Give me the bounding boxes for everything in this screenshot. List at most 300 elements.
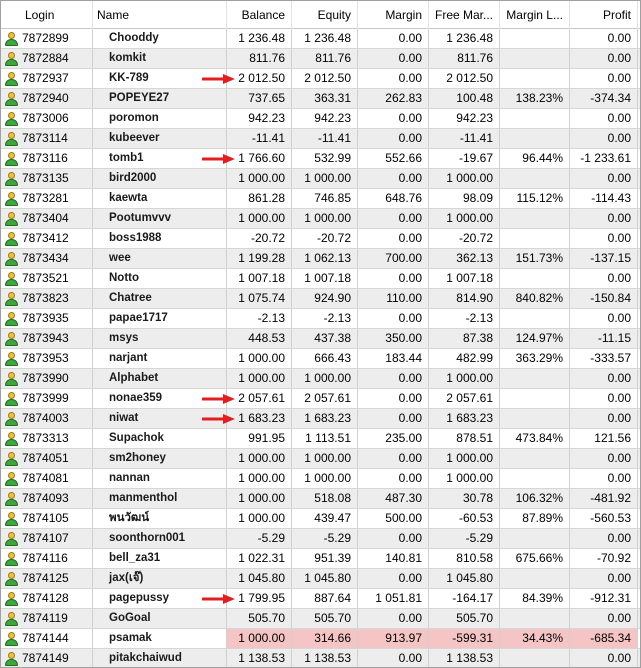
- cell-profit: -560.53: [570, 509, 638, 528]
- cell-name: POPEYE27: [93, 89, 227, 108]
- cell-profit: -70.92: [570, 549, 638, 568]
- cell-login: [1, 389, 93, 408]
- cell-name: nonae359: [93, 389, 227, 408]
- user-icon: [5, 131, 18, 146]
- cell-margin: 0.00: [358, 309, 429, 328]
- cell-login: [1, 289, 93, 308]
- cell-balance: 1 000.00: [227, 489, 292, 508]
- cell-margin-level: 84.39%: [500, 589, 570, 608]
- cell-balance: 737.65: [227, 89, 292, 108]
- cell-margin: 140.81: [358, 549, 429, 568]
- cell-name: jax(เจ๊): [93, 569, 227, 588]
- cell-equity: 1 000.00: [292, 369, 358, 388]
- table-body: [1, 29, 640, 668]
- cell-free-margin: 362.13: [429, 249, 500, 268]
- login-value: 7873135: [22, 171, 69, 185]
- table-row[interactable]: [1, 529, 640, 549]
- table-row[interactable]: [1, 389, 640, 409]
- cell-free-margin: 2 012.50: [429, 69, 500, 88]
- cell-margin-level: [500, 229, 570, 248]
- login-value: 7874107: [22, 531, 69, 545]
- user-icon: [5, 551, 18, 566]
- cell-free-margin: -11.41: [429, 129, 500, 148]
- cell-margin-level: 34.43%: [500, 629, 570, 648]
- cell-margin-level: [500, 469, 570, 488]
- cell-margin-level: 151.73%: [500, 249, 570, 268]
- cell-margin-level: [500, 649, 570, 668]
- cell-balance: 1 000.00: [227, 469, 292, 488]
- cell-name: boss1988: [93, 229, 227, 248]
- cell-free-margin: 1 138.53: [429, 649, 500, 668]
- cell-login: [1, 529, 93, 548]
- cell-margin-level: [500, 269, 570, 288]
- cell-equity: 942.23: [292, 109, 358, 128]
- cell-name: komkit: [93, 49, 227, 68]
- user-icon: [5, 71, 18, 86]
- cell-name: Alphabet: [93, 369, 227, 388]
- user-icon: [5, 391, 18, 406]
- cell-margin-level: [500, 609, 570, 628]
- cell-login: [1, 109, 93, 128]
- cell-free-margin: 942.23: [429, 109, 500, 128]
- cell-margin-level: [500, 389, 570, 408]
- cell-login: [1, 629, 93, 648]
- cell-margin: 0.00: [358, 29, 429, 48]
- cell-login: [1, 449, 93, 468]
- cell-name: kubeever: [93, 129, 227, 148]
- cell-name: bird2000: [93, 169, 227, 188]
- cell-margin: 0.00: [358, 129, 429, 148]
- cell-free-margin: 878.51: [429, 429, 500, 448]
- cell-name: kaewta: [93, 189, 227, 208]
- cell-free-margin: -19.67: [429, 149, 500, 168]
- cell-balance: 1 000.00: [227, 169, 292, 188]
- cell-free-margin: 1 000.00: [429, 469, 500, 488]
- cell-profit: 0.00: [570, 209, 638, 228]
- login-value: 7874119: [22, 611, 68, 625]
- cell-margin: 0.00: [358, 269, 429, 288]
- cell-equity: 1 045.80: [292, 569, 358, 588]
- cell-free-margin: 1 000.00: [429, 369, 500, 388]
- cell-name: Chatree: [93, 289, 227, 308]
- cell-name: Pootumvvv: [93, 209, 227, 228]
- cell-margin-level: [500, 569, 570, 588]
- cell-equity: 1 113.51: [292, 429, 358, 448]
- column-header-name[interactable]: Name: [93, 1, 227, 29]
- cell-balance: -5.29: [227, 529, 292, 548]
- cell-equity: 1 000.00: [292, 169, 358, 188]
- cell-equity: 1 000.00: [292, 469, 358, 488]
- cell-profit: 0.00: [570, 609, 638, 628]
- column-header-margin[interactable]: Margin: [358, 1, 429, 29]
- cell-free-margin: 505.70: [429, 609, 500, 628]
- cell-login: [1, 209, 93, 228]
- user-icon: [5, 531, 18, 546]
- cell-login: [1, 489, 93, 508]
- cell-balance: 991.95: [227, 429, 292, 448]
- cell-name: pagepussy: [93, 589, 227, 608]
- cell-balance: 1 799.95: [227, 589, 292, 608]
- user-icon: [5, 31, 18, 46]
- cell-balance: 1 045.80: [227, 569, 292, 588]
- cell-margin-level: [500, 529, 570, 548]
- cell-free-margin: 1 000.00: [429, 449, 500, 468]
- user-icon: [5, 351, 18, 366]
- cell-name: Notto: [93, 269, 227, 288]
- cell-balance: 1 683.23: [227, 409, 292, 428]
- cell-margin-level: 840.82%: [500, 289, 570, 308]
- cell-margin: 0.00: [358, 229, 429, 248]
- user-icon: [5, 171, 18, 186]
- cell-margin-level: [500, 129, 570, 148]
- cell-margin: 0.00: [358, 109, 429, 128]
- cell-equity: 363.31: [292, 89, 358, 108]
- cell-margin-level: 675.66%: [500, 549, 570, 568]
- column-header-profit[interactable]: Profit: [570, 1, 638, 29]
- cell-name: pitakchaiwud: [93, 649, 227, 668]
- cell-login: [1, 149, 93, 168]
- login-value: 7874105: [22, 511, 69, 525]
- login-value: 7872937: [22, 71, 69, 85]
- login-value: 7873412: [22, 231, 69, 245]
- cell-margin-level: [500, 109, 570, 128]
- login-value: 7873521: [22, 271, 69, 285]
- cell-margin-level: [500, 409, 570, 428]
- cell-balance: 1 000.00: [227, 449, 292, 468]
- cell-margin-level: 363.29%: [500, 349, 570, 368]
- login-value: 7874149: [22, 651, 69, 665]
- cell-login: [1, 369, 93, 388]
- cell-login: [1, 409, 93, 428]
- cell-login: [1, 229, 93, 248]
- cell-balance: 811.76: [227, 49, 292, 68]
- cell-margin: 500.00: [358, 509, 429, 528]
- cell-balance: 1 007.18: [227, 269, 292, 288]
- cell-equity: 532.99: [292, 149, 358, 168]
- cell-balance: 1 199.28: [227, 249, 292, 268]
- table-row[interactable]: [1, 349, 640, 369]
- table-row[interactable]: [1, 569, 640, 589]
- login-value: 7873990: [22, 371, 69, 385]
- cell-free-margin: 1 000.00: [429, 209, 500, 228]
- cell-margin: 183.44: [358, 349, 429, 368]
- cell-profit: -912.31: [570, 589, 638, 608]
- cell-balance: 2 057.61: [227, 389, 292, 408]
- cell-margin: 1 051.81: [358, 589, 429, 608]
- cell-profit: -137.15: [570, 249, 638, 268]
- table-row[interactable]: [1, 209, 640, 229]
- cell-balance: 1 000.00: [227, 629, 292, 648]
- cell-name: msys: [93, 329, 227, 348]
- cell-margin: 235.00: [358, 429, 429, 448]
- cell-free-margin: 2 057.61: [429, 389, 500, 408]
- cell-equity: 1 000.00: [292, 209, 358, 228]
- cell-profit: -150.84: [570, 289, 638, 308]
- cell-margin: 262.83: [358, 89, 429, 108]
- column-header-balance[interactable]: Balance: [227, 1, 292, 29]
- cell-margin: 487.30: [358, 489, 429, 508]
- cell-free-margin: -20.72: [429, 229, 500, 248]
- cell-margin: 0.00: [358, 169, 429, 188]
- cell-login: [1, 469, 93, 488]
- cell-margin-level: 87.89%: [500, 509, 570, 528]
- table-row[interactable]: [1, 149, 640, 169]
- cell-margin: 350.00: [358, 329, 429, 348]
- cell-margin: 0.00: [358, 369, 429, 388]
- cell-profit: 0.00: [570, 269, 638, 288]
- table-row[interactable]: [1, 489, 640, 509]
- cell-login: [1, 249, 93, 268]
- table-row[interactable]: [1, 49, 640, 69]
- user-icon: [5, 291, 18, 306]
- cell-margin-level: [500, 449, 570, 468]
- cell-equity: 951.39: [292, 549, 358, 568]
- cell-margin-level: 115.12%: [500, 189, 570, 208]
- cell-profit: 0.00: [570, 309, 638, 328]
- table-row[interactable]: [1, 629, 640, 649]
- table-row[interactable]: [1, 589, 640, 609]
- table-row[interactable]: [1, 409, 640, 429]
- table-row[interactable]: [1, 29, 640, 49]
- cell-margin-level: 473.84%: [500, 429, 570, 448]
- cell-profit: -481.92: [570, 489, 638, 508]
- cell-balance: 1 000.00: [227, 209, 292, 228]
- cell-login: [1, 69, 93, 88]
- cell-login: [1, 29, 93, 48]
- cell-name: tomb1: [93, 149, 227, 168]
- user-icon: [5, 151, 18, 166]
- cell-equity: 1 683.23: [292, 409, 358, 428]
- cell-name: GoGoal: [93, 609, 227, 628]
- login-value: 7874116: [22, 551, 68, 565]
- cell-name: soonthorn001: [93, 529, 227, 548]
- cell-login: [1, 129, 93, 148]
- cell-margin-level: 106.32%: [500, 489, 570, 508]
- cell-margin: 0.00: [358, 449, 429, 468]
- table-row[interactable]: [1, 369, 640, 389]
- cell-equity: 666.43: [292, 349, 358, 368]
- cell-balance: -11.41: [227, 129, 292, 148]
- user-icon: [5, 211, 18, 226]
- cell-balance: -20.72: [227, 229, 292, 248]
- cell-equity: -2.13: [292, 309, 358, 328]
- cell-margin-level: [500, 49, 570, 68]
- cell-profit: 0.00: [570, 169, 638, 188]
- login-value: 7874081: [22, 471, 69, 485]
- cell-equity: 2 012.50: [292, 69, 358, 88]
- table-row[interactable]: [1, 289, 640, 309]
- cell-profit: 0.00: [570, 529, 638, 548]
- user-icon: [5, 511, 18, 526]
- cell-equity: -11.41: [292, 129, 358, 148]
- cell-free-margin: 1 000.00: [429, 169, 500, 188]
- cell-margin: 0.00: [358, 409, 429, 428]
- table-row[interactable]: [1, 549, 640, 569]
- cell-balance: 1 022.31: [227, 549, 292, 568]
- cell-profit: 0.00: [570, 69, 638, 88]
- cell-free-margin: 1 683.23: [429, 409, 500, 428]
- cell-profit: -11.15: [570, 329, 638, 348]
- cell-name: nannan: [93, 469, 227, 488]
- cell-margin-level: [500, 209, 570, 228]
- cell-equity: 439.47: [292, 509, 358, 528]
- cell-name: niwat: [93, 409, 227, 428]
- login-value: 7873823: [22, 291, 69, 305]
- cell-profit: 0.00: [570, 129, 638, 148]
- cell-balance: 1 236.48: [227, 29, 292, 48]
- cell-login: [1, 49, 93, 68]
- cell-profit: 0.00: [570, 29, 638, 48]
- table-row[interactable]: [1, 109, 640, 129]
- cell-login: [1, 549, 93, 568]
- cell-profit: 0.00: [570, 469, 638, 488]
- cell-margin-level: [500, 169, 570, 188]
- cell-login: [1, 509, 93, 528]
- table-row[interactable]: [1, 129, 640, 149]
- cell-login: [1, 309, 93, 328]
- cell-free-margin: 814.90: [429, 289, 500, 308]
- cell-margin: 110.00: [358, 289, 429, 308]
- column-header-margin-level[interactable]: Margin L...: [500, 1, 570, 29]
- cell-free-margin: -60.53: [429, 509, 500, 528]
- cell-margin: 0.00: [358, 49, 429, 68]
- table-row[interactable]: [1, 309, 640, 329]
- table-row[interactable]: [1, 509, 640, 529]
- user-icon: [5, 591, 18, 606]
- login-value: 7873999: [22, 391, 69, 405]
- user-icon: [5, 571, 18, 586]
- cell-equity: 811.76: [292, 49, 358, 68]
- cell-margin-level: 124.97%: [500, 329, 570, 348]
- login-value: 7872899: [22, 31, 69, 45]
- user-icon: [5, 271, 18, 286]
- cell-equity: 1 236.48: [292, 29, 358, 48]
- cell-margin: 700.00: [358, 249, 429, 268]
- cell-balance: 448.53: [227, 329, 292, 348]
- cell-equity: 1 000.00: [292, 449, 358, 468]
- cell-equity: 746.85: [292, 189, 358, 208]
- table-row[interactable]: [1, 69, 640, 89]
- cell-free-margin: 811.76: [429, 49, 500, 68]
- cell-name: Supachok: [93, 429, 227, 448]
- table-row[interactable]: [1, 169, 640, 189]
- login-value: 7874144: [22, 631, 69, 645]
- login-value: 7872940: [22, 91, 69, 105]
- table-row[interactable]: [1, 329, 640, 349]
- table-row[interactable]: [1, 429, 640, 449]
- table-row[interactable]: [1, 229, 640, 249]
- login-value: 7874128: [22, 591, 69, 605]
- cell-free-margin: 1 236.48: [429, 29, 500, 48]
- cell-name: sm2honey: [93, 449, 227, 468]
- login-value: 7874051: [22, 451, 69, 465]
- table-row[interactable]: [1, 609, 640, 629]
- table-row[interactable]: [1, 469, 640, 489]
- cell-margin: 0.00: [358, 69, 429, 88]
- cell-margin-level: [500, 369, 570, 388]
- table-row[interactable]: [1, 189, 640, 209]
- cell-profit: -1 233.61: [570, 149, 638, 168]
- user-icon: [5, 251, 18, 266]
- login-value: 7873116: [22, 151, 68, 165]
- cell-profit: 0.00: [570, 109, 638, 128]
- login-value: 7873313: [22, 431, 69, 445]
- cell-free-margin: 482.99: [429, 349, 500, 368]
- login-value: 7874093: [22, 491, 69, 505]
- user-icon: [5, 471, 18, 486]
- cell-margin: 552.66: [358, 149, 429, 168]
- table-row[interactable]: [1, 89, 640, 109]
- column-header-login[interactable]: Login: [1, 1, 93, 29]
- column-header-free-margin[interactable]: Free Mar...: [429, 1, 500, 29]
- table-row[interactable]: [1, 249, 640, 269]
- cell-equity: 2 057.61: [292, 389, 358, 408]
- login-value: 7873953: [22, 351, 69, 365]
- cell-name: papae1717: [93, 309, 227, 328]
- cell-margin: 0.00: [358, 469, 429, 488]
- table-row[interactable]: [1, 449, 640, 469]
- column-header-equity[interactable]: Equity: [292, 1, 358, 29]
- cell-free-margin: 1 007.18: [429, 269, 500, 288]
- user-icon: [5, 51, 18, 66]
- cell-margin-level: 96.44%: [500, 149, 570, 168]
- cell-profit: 0.00: [570, 229, 638, 248]
- login-value: 7873114: [22, 131, 68, 145]
- cell-login: [1, 169, 93, 188]
- cell-profit: -685.34: [570, 629, 638, 648]
- cell-login: [1, 89, 93, 108]
- cell-profit: 0.00: [570, 369, 638, 388]
- user-icon: [5, 411, 18, 426]
- cell-equity: 505.70: [292, 609, 358, 628]
- table-row[interactable]: [1, 269, 640, 289]
- cell-name: wee: [93, 249, 227, 268]
- cell-margin: 913.97: [358, 629, 429, 648]
- cell-margin: 0.00: [358, 529, 429, 548]
- cell-profit: 0.00: [570, 449, 638, 468]
- cell-balance: 942.23: [227, 109, 292, 128]
- user-icon: [5, 231, 18, 246]
- cell-equity: 1 007.18: [292, 269, 358, 288]
- cell-name: KK-789: [93, 69, 227, 88]
- cell-margin-level: [500, 69, 570, 88]
- login-value: 7873935: [22, 311, 69, 325]
- user-icon: [5, 311, 18, 326]
- cell-name: พนวัฒน์: [93, 509, 227, 528]
- cell-balance: 861.28: [227, 189, 292, 208]
- cell-login: [1, 649, 93, 668]
- cell-login: [1, 189, 93, 208]
- cell-profit: -333.57: [570, 349, 638, 368]
- cell-equity: -20.72: [292, 229, 358, 248]
- cell-free-margin: 1 045.80: [429, 569, 500, 588]
- login-value: 7874003: [22, 411, 69, 425]
- table-row[interactable]: [1, 649, 640, 668]
- cell-margin-level: [500, 29, 570, 48]
- cell-profit: 0.00: [570, 409, 638, 428]
- cell-login: [1, 269, 93, 288]
- cell-profit: 0.00: [570, 569, 638, 588]
- cell-balance: 2 012.50: [227, 69, 292, 88]
- cell-balance: 1 138.53: [227, 649, 292, 668]
- cell-balance: 505.70: [227, 609, 292, 628]
- cell-balance: 1 000.00: [227, 509, 292, 528]
- cell-profit: 0.00: [570, 649, 638, 668]
- cell-free-margin: 98.09: [429, 189, 500, 208]
- cell-name: Chooddy: [93, 29, 227, 48]
- cell-free-margin: -5.29: [429, 529, 500, 548]
- user-icon: [5, 631, 18, 646]
